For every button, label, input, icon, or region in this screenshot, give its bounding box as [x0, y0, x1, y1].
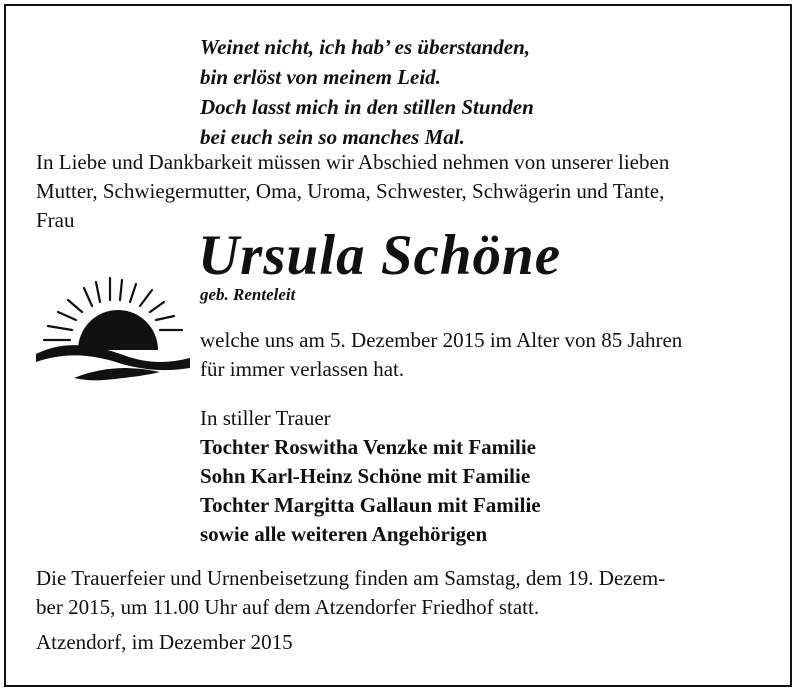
mourner-name: sowie alle weiteren Angehörigen — [200, 522, 488, 546]
mourner-name: Sohn Karl-Heinz Schöne mit Familie — [200, 464, 531, 488]
death-notice — [200, 326, 682, 384]
poem-line: Weinet nicht, ich hab’ es überstanden, — [200, 35, 531, 59]
place-date: Atzendorf, im Dezember 2015 — [36, 630, 293, 654]
deceased-name: Ursula Schöne — [198, 224, 562, 287]
poem-line: bei euch sein so manches Mal. — [200, 125, 465, 149]
sunset-over-hills-icon — [34, 268, 194, 384]
birth-name: geb. Renteleit — [200, 285, 296, 304]
mourners-heading: In stiller Trauer — [200, 406, 331, 430]
poem-line: bin erlöst von meinem Leid. — [200, 65, 441, 89]
death-notice-line: für immer verlassen hat. — [200, 357, 405, 381]
intro-line: Frau — [36, 208, 75, 232]
service-line: ber 2015, um 11.00 Uhr auf dem Atzendorfer Friedhof statt. — [36, 595, 540, 619]
intro-line: Mutter, Schwiegermutter, Oma, Uroma, Schwester, Schwägerin und Tante, — [36, 179, 665, 203]
poem-line: Doch lasst mich in den stillen Stunden — [200, 95, 534, 119]
service-line: Die Trauerfeier und Urnenbeisetzung finden am Samstag, dem 19. Dezem- — [36, 566, 666, 590]
mourner-name: Tochter Margitta Gallaun mit Familie — [200, 493, 541, 517]
intro-line: In Liebe und Dankbarkeit müssen wir Abschied nehmen von unserer lieben — [36, 150, 670, 174]
service-info — [36, 564, 665, 622]
death-notice-line: welche uns am 5. Dezember 2015 im Alter von 85 Jahren — [200, 328, 683, 352]
mourner-name: Tochter Roswitha Venzke mit Familie — [200, 435, 536, 459]
intro-text — [36, 148, 669, 235]
mourners — [200, 404, 541, 549]
poem — [200, 32, 534, 152]
